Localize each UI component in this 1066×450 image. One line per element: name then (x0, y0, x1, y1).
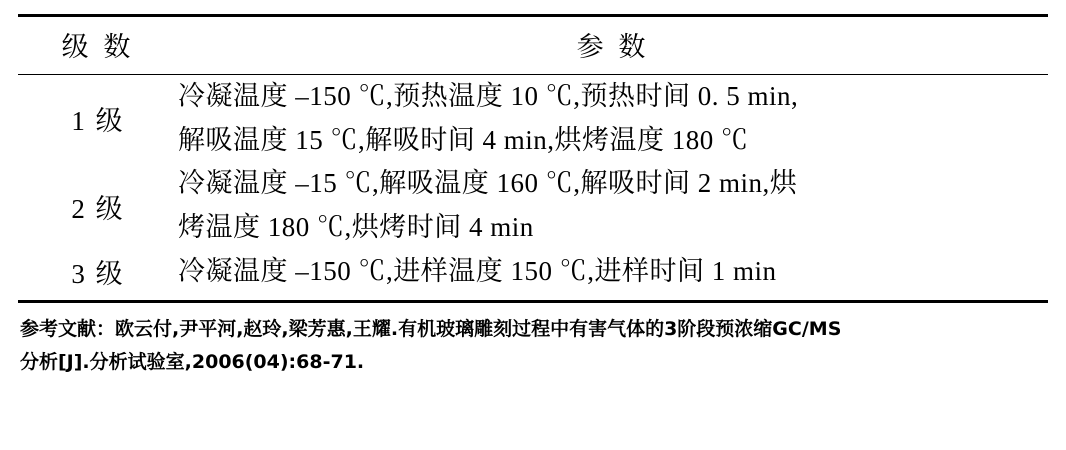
parameter-line: 冷凝温度 –15 ℃,解吸温度 160 ℃,解吸时间 2 min,烘 (178, 168, 798, 199)
parameter-line: 烤温度 180 ℃,烘烤时间 4 min (178, 212, 534, 243)
reference-block (18, 303, 1048, 380)
table-row (18, 162, 1048, 249)
column-header-level: 级 数 (18, 17, 178, 75)
column-header-parameters: 参 数 (178, 17, 1048, 75)
parameter-line: 解吸温度 15 ℃,解吸时间 4 min,烘烤温度 180 ℃ (178, 124, 749, 155)
table-row (18, 250, 1048, 294)
reference-line-2: 分析[J].分析试验室,2006(04):68-71. (20, 350, 365, 373)
level-cell: 2 级 (71, 193, 125, 224)
parameters-cell (178, 162, 1048, 249)
level-cell: 3 级 (71, 259, 125, 290)
parameters-cell (178, 75, 1048, 163)
table-row (18, 75, 1048, 163)
table-header-row (18, 17, 1048, 75)
level-cell: 1 级 (71, 106, 125, 137)
parameter-line: 冷凝温度 –150 ℃,预热温度 10 ℃,预热时间 0. 5 min, (178, 81, 799, 111)
parameters-cell (178, 250, 1048, 294)
parameter-line: 冷凝温度 –150 ℃,进样温度 150 ℃,进样时间 1 min (178, 255, 777, 286)
reference-line-1: 参考文献：欧云付,尹平河,赵玲,梁芳惠,王耀.有机玻璃雕刻过程中有害气体的3阶段预浓缩GC/MS (20, 317, 842, 340)
parameters-table (18, 14, 1048, 294)
